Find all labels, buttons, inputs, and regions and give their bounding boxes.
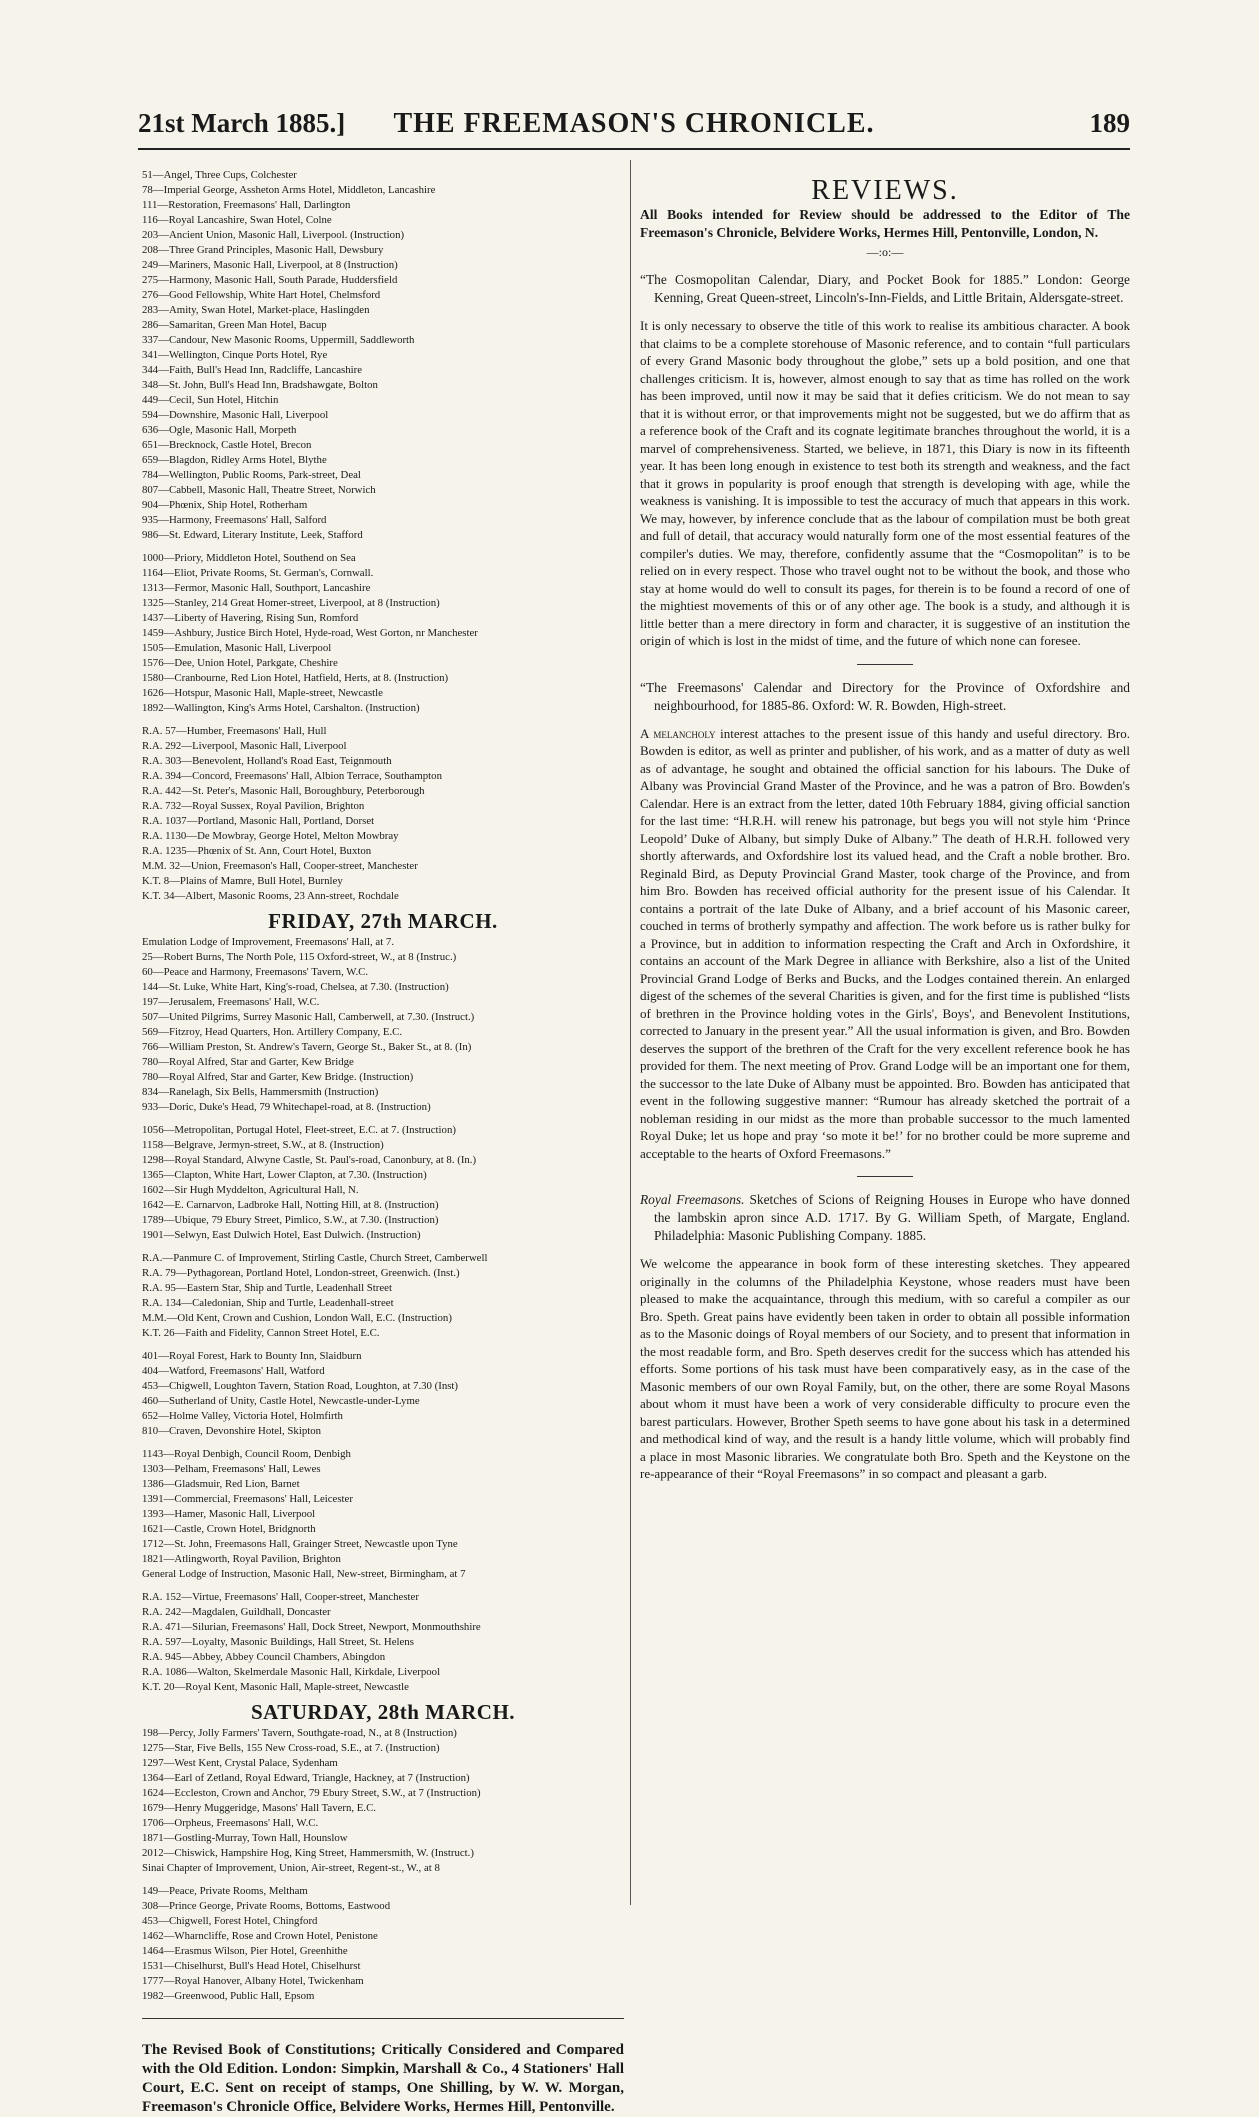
- meeting-entry: 1576—Dee, Union Hotel, Parkgate, Cheshire: [142, 657, 338, 669]
- review-divider: [857, 1176, 913, 1177]
- meeting-entry: 1679—Henry Muggeridge, Masons' Hall Tavern, E.C.: [142, 1802, 376, 1814]
- meeting-entry: 507—United Pilgrims, Surrey Masonic Hall, Camberwell, at 7.30. (Instruct.): [142, 1011, 475, 1023]
- meeting-entry: R.A. 292—Liverpool, Masonic Hall, Liverpool: [142, 740, 347, 752]
- meeting-entry: 1642—E. Carnarvon, Ladbroke Hall, Notting Hill, at 8. (Instruction): [142, 1199, 439, 1211]
- meeting-entry: M.M. 32—Union, Freemason's Hall, Cooper-street, Manchester: [142, 860, 418, 872]
- meeting-entry: 460—Sutherland of Unity, Castle Hotel, Newcastle-under-Lyme: [142, 1395, 420, 1407]
- meeting-entry: 1602—Sir Hugh Myddelton, Agricultural Hall, N.: [142, 1184, 359, 1196]
- meeting-entry: 1901—Selwyn, East Dulwich Hotel, East Dulwich. (Instruction): [142, 1229, 421, 1241]
- meeting-entry: 275—Harmony, Masonic Hall, South Parade, Huddersfield: [142, 274, 398, 286]
- meeting-entry: 780—Royal Alfred, Star and Garter, Kew Bridge. (Instruction): [142, 1071, 414, 1083]
- meeting-entry: 652—Holme Valley, Victoria Hotel, Holmfirth: [142, 1410, 343, 1422]
- review-3-citation-rest: Sketches of Scions of Reigning Houses in Europe who have donned the lambskin apron since A.D. 1717. By G. William Speth, of Margate, England. Philadelphia: Masonic Publishing Company. 1885.: [654, 1192, 1130, 1243]
- meeting-entry: R.A. 945—Abbey, Abbey Council Chambers, Abingdon: [142, 1651, 386, 1663]
- section-separator: —:o:—: [866, 244, 904, 259]
- review-divider: [857, 664, 913, 665]
- meeting-entry: 1892—Wallington, King's Arms Hotel, Carshalton. (Instruction): [142, 702, 420, 714]
- lodge-meetings-column: [142, 168, 624, 2117]
- meeting-entry: 308—Prince George, Private Rooms, Bottoms, Eastwood: [142, 1900, 391, 1912]
- review-2-citation: “The Freemasons' Calendar and Directory for the Province of Oxfordshire and neighbourhood, for 1885-86. Oxford: W. R. Bowden, High-street.: [640, 679, 1130, 713]
- meeting-list-3: [142, 724, 624, 904]
- meeting-entry: 1143—Royal Denbigh, Council Room, Denbigh: [142, 1448, 351, 1460]
- column-divider: [630, 160, 631, 1905]
- meeting-entry: 276—Good Fellowship, White Hart Hotel, Chelmsford: [142, 289, 381, 301]
- meeting-entry: 286—Samaritan, Green Man Hotel, Bacup: [142, 319, 327, 331]
- meeting-entry: R.A. 471—Silurian, Freemasons' Hall, Dock Street, Newport, Monmouthshire: [142, 1621, 481, 1633]
- meeting-entry: 1505—Emulation, Masonic Hall, Liverpool: [142, 642, 332, 654]
- meeting-entry: R.A. 1130—De Mowbray, George Hotel, Melton Mowbray: [142, 830, 399, 842]
- meeting-entry: 203—Ancient Union, Masonic Hall, Liverpool. (Instruction): [142, 229, 405, 241]
- meeting-entry: 348—St. John, Bull's Head Inn, Bradshawgate, Bolton: [142, 379, 378, 391]
- meeting-entry: 1626—Hotspur, Masonic Hall, Maple-street, Newcastle: [142, 687, 383, 699]
- meeting-entry: R.A. 303—Benevolent, Holland's Road East, Teignmouth: [142, 755, 392, 767]
- meeting-entry: 1531—Chiselhurst, Bull's Head Hotel, Chiselhurst: [142, 1960, 361, 1972]
- meeting-entry: 1365—Clapton, White Hart, Lower Clapton, at 7.30. (Instruction): [142, 1169, 427, 1181]
- meeting-list-9: [142, 1590, 624, 1695]
- issue-date: 21st March 1885.]: [138, 108, 346, 138]
- meeting-entry: R.A. 57—Humber, Freemasons' Hall, Hull: [142, 725, 327, 737]
- meeting-list-5: [142, 1123, 624, 1243]
- meeting-entry: R.A. 442—St. Peter's, Masonic Hall, Boroughbury, Peterborough: [142, 785, 425, 797]
- meeting-entry: 208—Three Grand Principles, Masonic Hall, Dewsbury: [142, 244, 384, 256]
- review-2-lead: A melancholy: [640, 725, 716, 741]
- meeting-entry: 1712—St. John, Freemasons Hall, Grainger Street, Newcastle upon Tyne: [142, 1538, 458, 1550]
- meeting-entry: R.A. 1235—Phœnix of St. Ann, Court Hotel, Buxton: [142, 845, 372, 857]
- meeting-entry: 111—Restoration, Freemasons' Hall, Darlington: [142, 199, 351, 211]
- meeting-entry: 1706—Orpheus, Freemasons' Hall, W.C.: [142, 1817, 319, 1829]
- page-header: [138, 108, 1130, 150]
- meeting-entry: R.A. 1086—Walton, Skelmerdale Masonic Hall, Kirkdale, Liverpool: [142, 1666, 441, 1678]
- meeting-entry: 904—Phœnix, Ship Hotel, Rotherham: [142, 499, 308, 511]
- meeting-entry: R.A. 1037—Portland, Masonic Hall, Portland, Dorset: [142, 815, 375, 827]
- meeting-entry: 1297—West Kent, Crystal Palace, Sydenham: [142, 1757, 338, 1769]
- review-1-citation: “The Cosmopolitan Calendar, Diary, and Pocket Book for 1885.” London: George Kenning, Great Queen-street, Lincoln's-Inn-Fields, and Little Britain, Aldersgate-street.: [640, 272, 1130, 305]
- meeting-entry: 810—Craven, Devonshire Hotel, Skipton: [142, 1425, 322, 1437]
- meeting-entry: 1821—Atlingworth, Royal Pavilion, Brighton: [142, 1553, 341, 1565]
- meeting-entry: 1391—Commercial, Freemasons' Hall, Leicester: [142, 1493, 353, 1505]
- meeting-list-2: [142, 551, 624, 716]
- meeting-entry: R.A.—Panmure C. of Improvement, Stirling Castle, Church Street, Camberwell: [142, 1252, 488, 1264]
- meeting-entry: K.T. 8—Plains of Mamre, Bull Hotel, Burnley: [142, 875, 343, 887]
- meeting-entry: 404—Watford, Freemasons' Hall, Watford: [142, 1365, 325, 1377]
- meeting-list-1: [142, 168, 624, 543]
- reviews-intro: All Books intended for Review should be addressed to the Editor of The Freemason's Chronicle, Belvidere Works, Hermes Hill, Pentonville, London, N.: [640, 206, 1130, 240]
- meeting-entry: 784—Wellington, Public Rooms, Park-street, Deal: [142, 469, 361, 481]
- meeting-entry: 149—Peace, Private Rooms, Meltham: [142, 1885, 308, 1897]
- meeting-entry: 144—St. Luke, White Hart, King's-road, Chelsea, at 7.30. (Instruction): [142, 981, 449, 993]
- constitutions-advert: The Revised Book of Constitutions; Critically Considered and Compared with the Old Edition. London: Simpkin, Marshall & Co., 4 Stationers' Hall Court, E.C. Sent on receipt of stamps, One Shilling, by W. W. Morgan, Freemason's Chronicle Office, Belvidere Works, Hermes Hill, Pentonville.: [142, 2042, 624, 2115]
- meeting-entry: 337—Candour, New Masonic Rooms, Uppermill, Saddleworth: [142, 334, 415, 346]
- meeting-list-6: [142, 1251, 624, 1341]
- meeting-entry: 116—Royal Lancashire, Swan Hotel, Colne: [142, 214, 332, 226]
- meeting-entry: 1000—Priory, Middleton Hotel, Southend on Sea: [142, 552, 356, 564]
- meeting-entry: 453—Chigwell, Loughton Tavern, Station Road, Loughton, at 7.30 (Inst): [142, 1380, 459, 1392]
- meeting-entry: 1158—Belgrave, Jermyn-street, S.W., at 8. (Instruction): [142, 1139, 384, 1151]
- publication-title: THE FREEMASON'S CHRONICLE.: [393, 108, 875, 139]
- meeting-entry: 1393—Hamer, Masonic Hall, Liverpool: [142, 1508, 316, 1520]
- reviews-heading: REVIEWS.: [811, 175, 959, 206]
- meeting-entry: K.T. 20—Royal Kent, Masonic Hall, Maple-street, Newcastle: [142, 1681, 409, 1693]
- meeting-entry: 807—Cabbell, Masonic Hall, Theatre Street, Norwich: [142, 484, 376, 496]
- meeting-entry: 1386—Gladsmuir, Red Lion, Barnet: [142, 1478, 300, 1490]
- meeting-entry: 1303—Pelham, Freemasons' Hall, Lewes: [142, 1463, 321, 1475]
- meeting-entry: 78—Imperial George, Assheton Arms Hotel, Middleton, Lancashire: [142, 184, 436, 196]
- meeting-entry: 594—Downshire, Masonic Hall, Liverpool: [142, 409, 329, 421]
- meeting-entry: R.A. 152—Virtue, Freemasons' Hall, Cooper-street, Manchester: [142, 1591, 419, 1603]
- meeting-entry: 1164—Eliot, Private Rooms, St. German's, Cornwall.: [142, 567, 374, 579]
- meeting-entry: 834—Ranelagh, Six Bells, Hammersmith (Instruction): [142, 1086, 379, 1098]
- meeting-entry: 1580—Cranbourne, Red Lion Hotel, Hatfield, Herts, at 8. (Instruction): [142, 672, 449, 684]
- meeting-entry: R.A. 242—Magdalen, Guildhall, Doncaster: [142, 1606, 331, 1618]
- meeting-list-7: [142, 1349, 624, 1439]
- meeting-entry: 453—Chigwell, Forest Hotel, Chingford: [142, 1915, 318, 1927]
- meeting-entry: 401—Royal Forest, Hark to Bounty Inn, Slaidburn: [142, 1350, 362, 1362]
- meeting-entry: M.M.—Old Kent, Crown and Cushion, London Wall, E.C. (Instruction): [142, 1312, 452, 1324]
- meeting-entry: R.A. 134—Caledonian, Ship and Turtle, Leadenhall-street: [142, 1297, 394, 1309]
- meeting-entry: 1982—Greenwood, Public Hall, Epsom: [142, 1990, 315, 2002]
- meeting-entry: K.T. 26—Faith and Fidelity, Cannon Street Hotel, E.C.: [142, 1327, 380, 1339]
- meeting-entry: 1624—Eccleston, Crown and Anchor, 79 Ebury Street, S.W., at 7 (Instruction): [142, 1787, 481, 1799]
- meeting-entry: 1437—Liberty of Havering, Rising Sun, Romford: [142, 612, 359, 624]
- meeting-entry: 1298—Royal Standard, Alwyne Castle, St. Paul's-road, Canonbury, at 8. (In.): [142, 1154, 477, 1166]
- meeting-entry: 636—Ogle, Masonic Hall, Morpeth: [142, 424, 297, 436]
- meeting-entry: 1462—Wharncliffe, Rose and Crown Hotel, Penistone: [142, 1930, 378, 1942]
- meeting-entry: 766—William Preston, St. Andrew's Tavern, George St., Baker St., at 8. (In): [142, 1041, 472, 1053]
- meeting-entry: 1621—Castle, Crown Hotel, Bridgnorth: [142, 1523, 316, 1535]
- meeting-entry: 1056—Metropolitan, Portugal Hotel, Fleet-street, E.C. at 7. (Instruction): [142, 1124, 456, 1136]
- meeting-list-4: [142, 935, 624, 1115]
- meeting-entry: K.T. 34—Albert, Masonic Rooms, 23 Ann-street, Rochdale: [142, 890, 399, 902]
- meeting-entry: 60—Peace and Harmony, Freemasons' Tavern, W.C.: [142, 966, 369, 978]
- review-1-body: It is only necessary to observe the title of this work to realise its ambitious character. A book that claims to be a complete storehouse of Masonic reference, and to contain “full particulars of every Grand Masonic body throughout the globe,” sets up a bold position, and one that challenges criticism. It is, however, almost enough to say that as time has rolled on the work has been improved, until now it may be said that it defies criticism. We do not mean to say that it is without error, or that improvements might not be suggested, but we do affirm that as a reference book of the Craft and its cognate legitimate branches throughout the world, it is a marvel of comprehensiveness. Started, we believe, in 1871, this Diary is now in its fifteenth year. It has been long enough in existence to test both its strength and weakness, and the fact that it grows in popularity is proof enough that strength is developing with age, while the weakness is vanishing. It is impossible to test the accuracy of much that appears in this work. We may, however, by inference conclude that as the labour of compilation must be both great and full of detail, that accuracy would naturally form one of the most essential features of the compiler's duties. We may, therefore, confidently assume that the “Cosmopolitan” is to be relied on in every respect. Those who travel ought not to be without the book, and those who stay at home would do well to consult its pages, for therein is to be found a record of one of the mightiest movements of this or of any other age. The book is a study, and although it is little better than a mere directory in form and character, it is suggestive of an institution the origin of which is lost in the midst of time, and the future of which none can foresee.: [640, 318, 1130, 648]
- divider-rule: [142, 2018, 624, 2019]
- meeting-list-8: [142, 1447, 624, 1582]
- meeting-entry: R.A. 394—Concord, Freemasons' Hall, Albion Terrace, Southampton: [142, 770, 442, 782]
- meeting-entry: 651—Brecknock, Castle Hotel, Brecon: [142, 439, 312, 451]
- review-2-body: [640, 725, 1130, 1163]
- meeting-entry: Emulation Lodge of Improvement, Freemasons' Hall, at 7.: [142, 936, 395, 948]
- meeting-entry: 25—Robert Burns, The North Pole, 115 Oxford-street, W., at 8 (Instruc.): [142, 951, 457, 963]
- friday-heading: FRIDAY, 27th MARCH.: [268, 909, 498, 933]
- meeting-entry: 1325—Stanley, 214 Great Homer-street, Liverpool, at 8 (Instruction): [142, 597, 440, 609]
- page-number: 189: [1089, 108, 1130, 138]
- meeting-entry: 1464—Erasmus Wilson, Pier Hotel, Greenhithe: [142, 1945, 348, 1957]
- meeting-list-11: [142, 1884, 624, 2004]
- saturday-heading: SATURDAY, 28th MARCH.: [250, 1700, 516, 1724]
- meeting-entry: 449—Cecil, Sun Hotel, Hitchin: [142, 394, 279, 406]
- meeting-entry: 986—St. Edward, Literary Institute, Leek, Stafford: [142, 529, 363, 541]
- meeting-entry: 1364—Earl of Zetland, Royal Edward, Triangle, Hackney, at 7 (Instruction): [142, 1772, 470, 1784]
- meeting-entry: 283—Amity, Swan Hotel, Market-place, Haslingden: [142, 304, 370, 316]
- meeting-entry: 2012—Chiswick, Hampshire Hog, King Street, Hammersmith, W. (Instruct.): [142, 1847, 474, 1859]
- meeting-entry: 197—Jerusalem, Freemasons' Hall, W.C.: [142, 996, 320, 1008]
- meeting-entry: 933—Doric, Duke's Head, 79 Whitechapel-road, at 8. (Instruction): [142, 1101, 431, 1113]
- meeting-entry: 1871—Gostling-Murray, Town Hall, Hounslow: [142, 1832, 348, 1844]
- review-3-title: Royal Freemasons.: [640, 1192, 745, 1207]
- meeting-entry: 935—Harmony, Freemasons' Hall, Salford: [142, 514, 327, 526]
- review-2-text: interest attaches to the present issue of this handy and useful directory. Bro. Bowden is editor, as well as printer and publisher, of his work, and as a matter of duty as well as of advantage, he sought and obtained the official sanction for his labours. The Duke of Albany was Provincial Grand Master of the Province, and he was a patron of Bro. Bowden's Calendar. Here is an extract from the letter, dated 10th February 1884, giving official sanction for the last time: “H.R.H. will renew his patronage, but begs you will not style him ‘Prince Leopold’ Duke of Albany, but simply Duke of Albany.” The death of H.R.H. followed very shortly afterwards, and Oxfordshire lost its valued head, and the Craft a noble brother. Bro. Reginald Bird, as Deputy Provincial Grand Master, took charge of the Province, and from him Bro. Bowden has received official authority for the present issue of his Calendar. It contains a portrait of the late Duke of Albany, and a brief account of his Masonic career, couched in terms of brotherly sympathy and affection. The work before us is rather bulky for a Province, but in addition to information respecting the Craft and Arch in Oxfordshire, it contains an account of the Mark Degree in alliance with Berkshire, also a list of the United Provincial Grand Lodge of Berks and Bucks, and the Lodges contained therein. An enlarged digest of the schemes of the several Charities is given, and for the first time is published “lists of brethren in the Province holding votes in the Girls', Boys', and Benevolent Institutions, corrected to January in the present year.” All the usual information is given, and Bro. Bowden deserves the support of the brethren of the Craft for the very excellent reference book he has provided for them. The next meeting of Prov. Grand Lodge will be an important one for them, the successor to the late Duke of Albany must be appointed. Bro. Bowden has anticipated that event in the following suggestive manner: “Rumour has already sketched the portrait of a nobleman residing in our midst as the more than probable successor to the much lamented Royal Duke; let us hope and pray ‘so mote it be!’ for no brother could be more supreme and acceptable to the hearts of Oxford Freemasons.”: [640, 725, 1130, 1161]
- review-3-body: We welcome the appearance in book form of these interesting sketches. They appeared originally in the columns of the Philadelphia Keystone, whose readers must have been pleased to make the acquaintance, through this medium, with so careful a compiler as our Bro. Speth. Great pains have evidently been taken in order to obtain all possible information as to the Masonic doings of Royal members of our Society, and to present that information in the most readable form, and Bro. Speth deserves credit for the success which has attended his efforts. Some portions of his task must have been comparatively easy, as in the case of the Masonic members of our own Royal Family, but, on the other, there are some Royal Masons about whom it must have been a work of very considerable difficulty to procure even the barest particulars. However, Brother Speth seems to have gone about his task in a determined and methodical kind of way, and the result is a handy little volume, which will probably find a place in most Masonic libraries. We congratulate both Bro. Speth and the Keystone on the re-appearance of their “Royal Freemasons” in so compact and pleasant a garb.: [640, 1256, 1130, 1481]
- meeting-entry: 1777—Royal Hanover, Albany Hotel, Twickenham: [142, 1975, 364, 1987]
- meeting-list-10: [142, 1726, 624, 1876]
- meeting-entry: Sinai Chapter of Improvement, Union, Air-street, Regent-st., W., at 8: [142, 1862, 440, 1874]
- meeting-entry: 659—Blagdon, Ridley Arms Hotel, Blythe: [142, 454, 327, 466]
- meeting-entry: 344—Faith, Bull's Head Inn, Radcliffe, Lancashire: [142, 364, 363, 376]
- meeting-entry: 1459—Ashbury, Justice Birch Hotel, Hyde-road, West Gorton, nr Manchester: [142, 627, 478, 639]
- meeting-entry: R.A. 732—Royal Sussex, Royal Pavilion, Brighton: [142, 800, 365, 812]
- meeting-entry: General Lodge of Instruction, Masonic Hall, New-street, Birmingham, at 7: [142, 1568, 466, 1580]
- reviews-column: [640, 170, 1130, 1483]
- meeting-entry: 569—Fitzroy, Head Quarters, Hon. Artillery Company, E.C.: [142, 1026, 403, 1038]
- meeting-entry: 1275—Star, Five Bells, 155 New Cross-road, S.E., at 7. (Instruction): [142, 1742, 440, 1754]
- meeting-entry: 51—Angel, Three Cups, Colchester: [142, 169, 297, 181]
- meeting-entry: 1313—Fermor, Masonic Hall, Southport, Lancashire: [142, 582, 371, 594]
- meeting-entry: 780—Royal Alfred, Star and Garter, Kew Bridge: [142, 1056, 354, 1068]
- meeting-entry: R.A. 95—Eastern Star, Ship and Turtle, Leadenhall Street: [142, 1282, 392, 1294]
- meeting-entry: 249—Mariners, Masonic Hall, Liverpool, at 8 (Instruction): [142, 259, 398, 271]
- meeting-entry: 198—Percy, Jolly Farmers' Tavern, Southgate-road, N., at 8 (Instruction): [142, 1727, 457, 1739]
- meeting-entry: R.A. 79—Pythagorean, Portland Hotel, London-street, Greenwich. (Inst.): [142, 1267, 460, 1279]
- meeting-entry: R.A. 597—Loyalty, Masonic Buildings, Hall Street, St. Helens: [142, 1636, 414, 1648]
- review-3-citation: [640, 1191, 1130, 1245]
- meeting-entry: 1789—Ubique, 79 Ebury Street, Pimlico, S.W., at 7.30. (Instruction): [142, 1214, 439, 1226]
- meeting-entry: 341—Wellington, Cinque Ports Hotel, Rye: [142, 349, 328, 361]
